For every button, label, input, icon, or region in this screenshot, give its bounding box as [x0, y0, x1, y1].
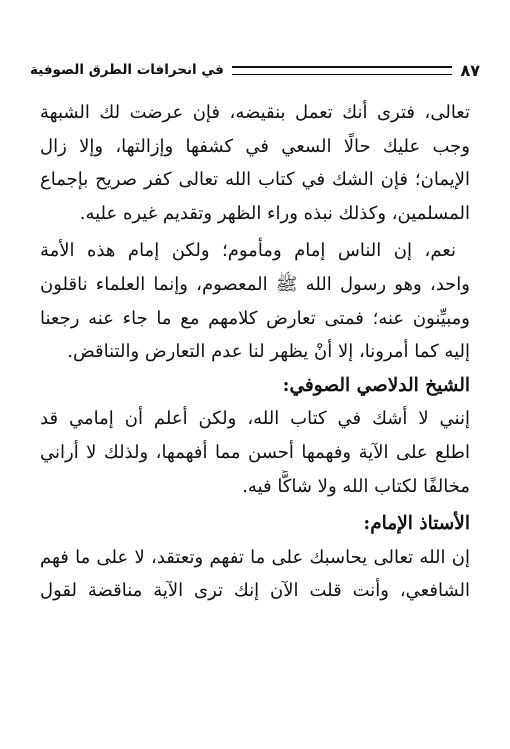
- text-line: وجب عليك حالًا السعي في كشفها وإزالتها، وإلا زال: [40, 135, 470, 157]
- text-line: المسلمين، وكذلك نبذه وراء الظهر وتقديم غيره عليه.: [79, 202, 470, 224]
- text-line: اطلع على الآية وفهمها أحسن مما أفهمها، ولذلك لا أراني: [40, 441, 470, 463]
- paragraph-3: [40, 402, 470, 503]
- running-title: في انحرافات الطرق الصوفية: [30, 62, 224, 78]
- text-line: نعم، إن الناس إمام ومأموم؛ ولكن إمام هذه الأمة: [40, 240, 456, 262]
- text-line: واحد، وهو رسول الله ﷺ المعصوم، وإنما العلماء ناقلون: [40, 273, 470, 295]
- text-line: تعالى، فترى أنك تعمل بنقيضه، فإن عرضت لك الشبهة: [40, 102, 470, 123]
- page-body: [40, 96, 470, 608]
- speaker-heading-imam: الأستاذ الإمام:: [363, 513, 470, 535]
- speaker-heading-dalasi: الشيخ الدلاصي الصوفي:: [282, 374, 470, 396]
- text-line: الإيمان؛ فإن الشك في كتاب الله تعالى كفر صريح بإجماع: [40, 169, 470, 191]
- paragraph-1: [40, 96, 470, 230]
- text-line: الشافعي، وأنت قلت الآن إنك ترى الآية مناقضة لقول: [40, 580, 470, 602]
- text-line: إليه كما أمرونا، إلا أنْ يظهر لنا عدم التعارض والتناقض.: [67, 341, 470, 363]
- text-line: إن الله تعالى يحاسبك على ما تفهم وتعتقد، لا على ما فهم: [40, 546, 470, 568]
- paragraph-4: [40, 541, 470, 608]
- running-header: [30, 58, 480, 82]
- text-line: مخالفًا لكتاب الله ولا شاكًّا فيه.: [242, 475, 470, 497]
- header-rule: [232, 66, 453, 75]
- page-number: ٨٧: [460, 60, 480, 80]
- text-line: ومبيِّنون عنه؛ فمتى تعارض كلامهم مع ما جاء عنه رجعنا: [40, 307, 470, 329]
- paragraph-2: [40, 234, 470, 368]
- text-line: إنني لا أشك في كتاب الله، ولكن أعلم أن إمامي قد: [40, 408, 470, 430]
